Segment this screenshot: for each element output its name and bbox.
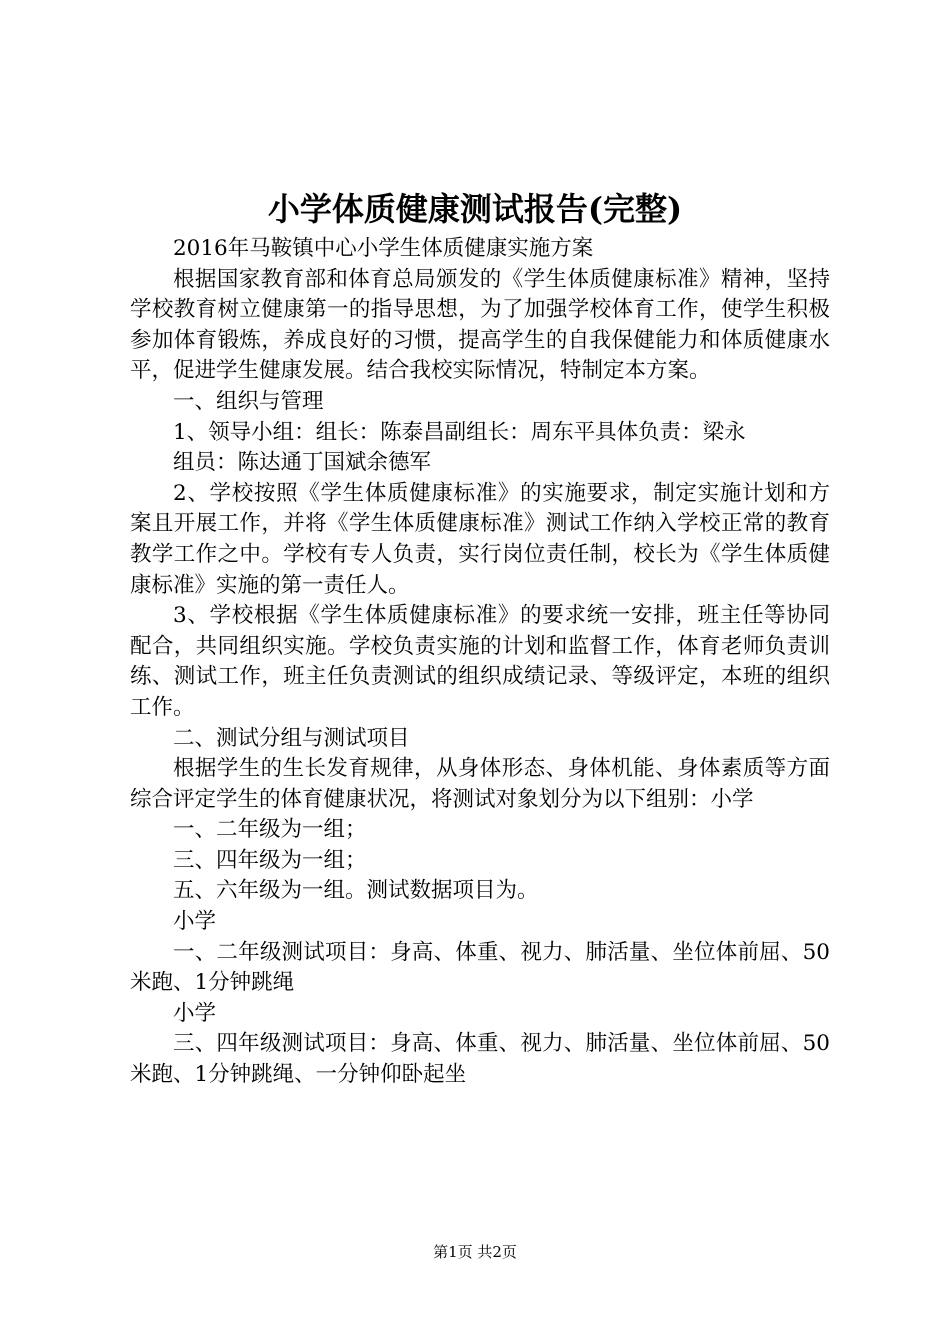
paragraph: 一、二年级测试项目：身高、体重、视力、肺活量、坐位体前屈、50米跑、1分钟跳绳 <box>130 939 830 996</box>
paragraph: 三、四年级测试项目：身高、体重、视力、肺活量、坐位体前屈、50米跑、1分钟跳绳、一分钟仰卧起坐 <box>130 1031 830 1088</box>
paragraph: 组员：陈达通丁国斌余德军 <box>173 450 432 476</box>
paragraph: 2016年马鞍镇中心小学生体质健康实施方案 <box>173 236 594 261</box>
section-heading: 一、组织与管理 <box>173 388 324 414</box>
paragraph: 根据学生的生长发育规律，从身体形态、身体机能、身体素质等方面综合评定学生的体育健康状况，将测试对象划分为以下组别：小学 <box>130 756 830 812</box>
paragraph: 3、学校根据《学生体质健康标准》的要求统一安排，班主任等协同配合，共同组织实施。学校负责实施的计划和监督工作，体育老师负责训练、测试工作，班主任负责测试的组织成绩记录、等级评定，本班的组织工作。 <box>130 603 830 720</box>
paragraph: 2、学校按照《学生体质健康标准》的实施要求，制定实施计划和方案且开展工作，并将《学生体质健康标准》测试工作纳入学校正常的教育教学工作之中。学校有专人负责，实行岗位责任制，校长为《学生体质健康标准》实施的第一责任人。 <box>130 480 830 598</box>
paragraph: 五、六年级为一组。测试数据项目为。 <box>173 878 539 904</box>
paragraph: 一、二年级为一组； <box>173 817 367 843</box>
page-footer: 第1页 共2页 <box>433 1243 517 1261</box>
section-heading: 二、测试分组与测试项目 <box>173 725 410 751</box>
paragraph: 1、领导小组：组长：陈泰昌副组长：周东平具体负责：梁永 <box>173 419 746 445</box>
paragraph: 小学 <box>173 1000 217 1026</box>
document-body <box>130 234 830 1091</box>
paragraph: 三、四年级为一组； <box>173 847 367 873</box>
paragraph: 小学 <box>173 909 217 935</box>
paragraph: 根据国家教育部和体育总局颁发的《学生体质健康标准》精神，坚持学校教育树立健康第一的指导思想，为了加强学校体育工作，使学生积极参加体育锻炼，养成良好的习惯，提高学生的自我保健能力和体质健康水平，促进学生健康发展。结合我校实际情况，特制定本方案。 <box>130 266 830 384</box>
document-title: 小学体质健康测试报告(完整) <box>267 190 683 228</box>
